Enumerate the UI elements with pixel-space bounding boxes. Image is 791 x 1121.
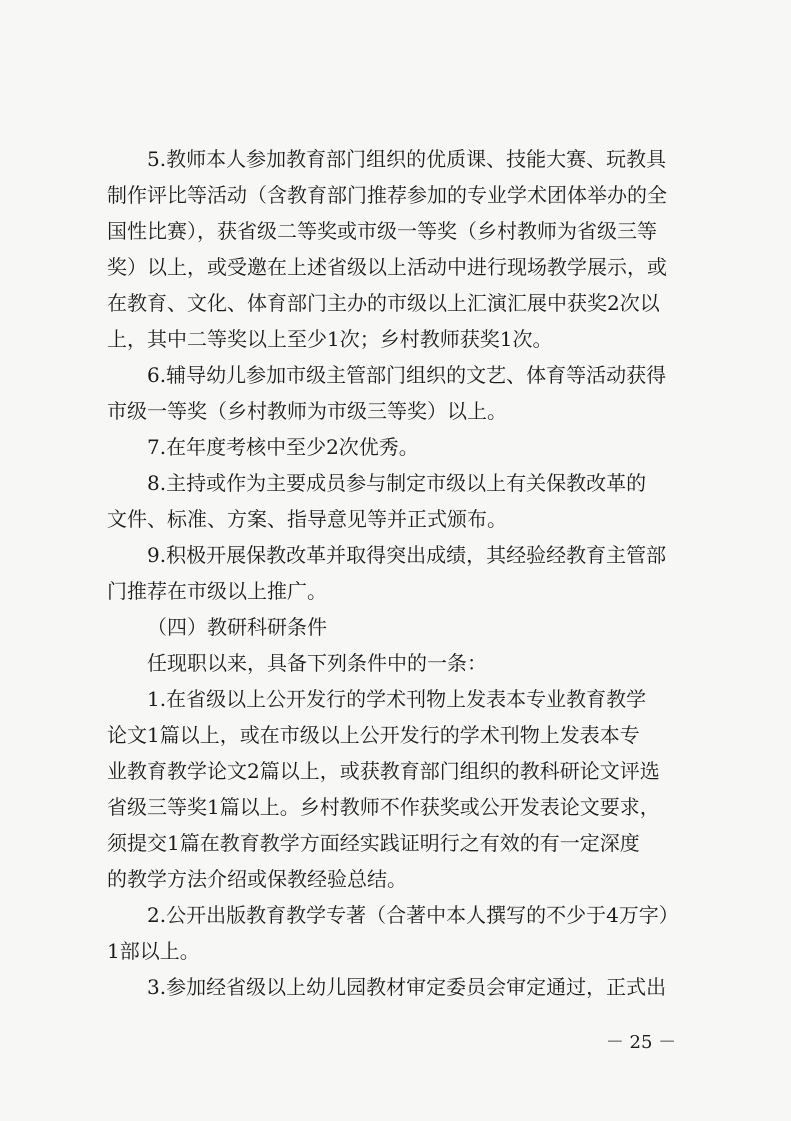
text-line: 9.积极开展保教改革并取得突出成绩，其经验经教育主管部 (147, 543, 667, 567)
text-line: 业教育教学论文2篇以上，或获教育部门组织的教科研论文评选 (107, 759, 660, 783)
text-line: 2.公开出版教育教学专著（合著中本人撰写的不少于4万字） (147, 903, 679, 927)
text-line: 论文1篇以上，或在市级以上公开发行的学术刊物上发表本专 (107, 723, 640, 747)
text-line: 在教育、文化、体育部门主办的市级以上汇演汇展中获奖2次以 (107, 291, 660, 315)
text-line: 门推荐在市级以上推广。 (107, 579, 327, 603)
text-line: 7.在年度考核中至少2次优秀。 (147, 435, 419, 459)
text-line: 3.参加经省级以上幼儿园教材审定委员会审定通过，正式出 (147, 975, 667, 999)
text-line: 奖）以上，或受邀在上述省级以上活动中进行现场教学展示，或 (107, 255, 667, 279)
text-line: 上，其中二等奖以上至少1次；乡村教师获奖1次。 (107, 327, 553, 351)
text-line: 须提交1篇在教育教学方面经实践证明行之有效的有一定深度 (107, 831, 640, 855)
text-line: 6.辅导幼儿参加市级主管部门组织的文艺、体育等活动获得 (147, 363, 667, 387)
section-heading: （四）教研科研条件 (147, 615, 327, 639)
text-line: 任现职以来，具备下列条件中的一条： (147, 651, 487, 675)
text-line: 文件、标准、方案、指导意见等并正式颁布。 (107, 507, 507, 531)
text-line: 1部以上。 (107, 939, 200, 963)
text-line: 制作评比等活动（含教育部门推荐参加的专业学术团体举办的全 (107, 183, 667, 207)
text-line: 的教学方法介绍或保教经验总结。 (107, 867, 407, 891)
text-line: 省级三等奖1篇以上。乡村教师不作获奖或公开发表论文要求， (107, 795, 660, 819)
document-body (107, 141, 689, 1005)
page-number: － 25 － (605, 1032, 677, 1053)
text-line: 国性比赛），获省级二等奖或市级一等奖（乡村教师为省级三等 (107, 219, 657, 243)
text-line: 5.教师本人参加教育部门组织的优质课、技能大赛、玩教具 (147, 147, 667, 171)
text-line: 市级一等奖（乡村教师为市级三等奖）以上。 (107, 399, 507, 423)
text-line: 8.主持或作为主要成员参与制定市级以上有关保教改革的 (147, 471, 647, 495)
text-line: 1.在省级以上公开发行的学术刊物上发表本专业教育教学 (147, 687, 647, 711)
